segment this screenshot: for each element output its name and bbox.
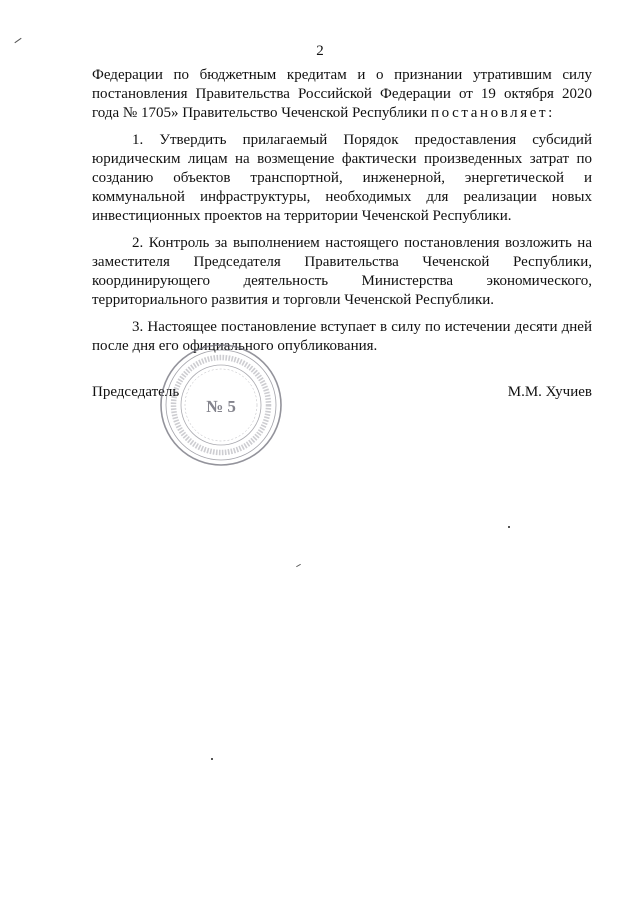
page-number: 2 <box>316 43 324 59</box>
document-body <box>92 66 592 356</box>
paragraph-3: 3. Настоящее постановление вступает в силу по истечении десяти дней после дня его официального опубликования. <box>92 319 592 354</box>
official-seal <box>158 342 284 468</box>
paragraph-1: 1. Утвердить прилагаемый Порядок предоставления субсидий юридическим лицам на возмещение фактически произведенных затрат по созданию объектов транспортной, инженерной, энергетической и коммунальной инфраструктуры, необходимых для реализации новых инвестиционных проектов на территории Чеченской Республики. <box>92 132 592 224</box>
seal-number: № 5 <box>206 397 236 416</box>
scan-mark <box>211 758 213 760</box>
signer-title: Председатель <box>92 384 180 400</box>
intro-paragraph <box>92 66 592 123</box>
intro-line-2: постановления Правительства Российской Федерации от 19 октября 2020 года <box>92 86 592 121</box>
intro-line-1: Федерации по бюджетным кредитам и о признании утратившим силу <box>92 67 592 83</box>
scan-mark <box>296 564 301 567</box>
paragraph-2: 2. Контроль за выполнением настоящего постановления возложить на заместителя Председателя Правительства Чеченской Республики, координирующего деятельность Министерства экономического, территориального развития и торговли Чеченской Республики. <box>92 235 592 308</box>
signer-name: М.М. Хучиев <box>507 384 592 400</box>
resolution-keyword: постановляет: <box>431 105 555 121</box>
scan-mark <box>508 526 510 528</box>
intro-line-3-prefix: № 1705» Правительство Чеченской Республики <box>122 105 428 121</box>
